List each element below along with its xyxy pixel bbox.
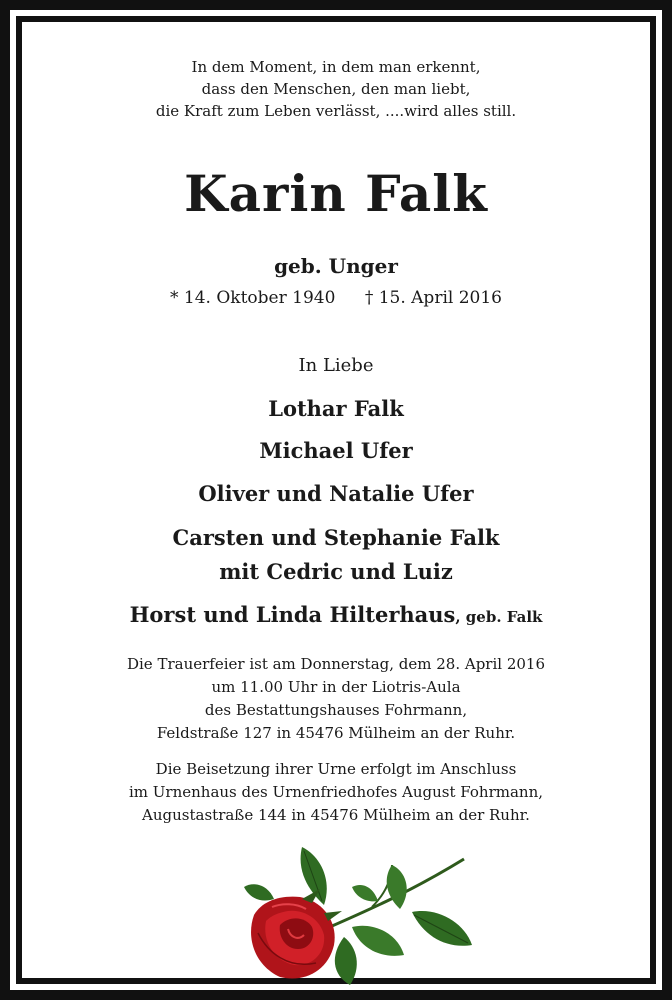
death-date: † 15. April 2016 <box>364 288 502 308</box>
ceremony-line: um 11.00 Uhr in der Liotris-Aula <box>211 678 461 696</box>
maiden-name: geb. Unger <box>274 254 398 278</box>
mourner-name: mit Cedric und Luiz <box>219 559 453 584</box>
mourner-name: Michael Ufer <box>259 438 413 463</box>
birth-date: * 14. Oktober 1940 <box>170 288 336 308</box>
poem-line: In dem Moment, in dem man erkennt, <box>191 58 481 76</box>
deceased-name: Karin Falk <box>184 164 488 223</box>
red-rose-image <box>232 837 472 987</box>
burial-line: im Urnenhaus des Urnenfriedhofes August Fohrmann, <box>128 783 544 801</box>
poem-line: dass den Menschen, den man liebt, <box>201 80 471 98</box>
life-dates <box>22 288 650 308</box>
burial-line: Augustastraße 144 in 45476 Mülheim an der Ruhr. <box>142 806 530 824</box>
mourner-name-suffix: , geb. Falk <box>455 608 543 626</box>
mourner-name: Lothar Falk <box>268 396 404 421</box>
mourners-intro: In Liebe <box>298 355 374 376</box>
obituary-notice <box>22 22 650 978</box>
ceremony-line: des Bestattungshauses Fohrmann, <box>204 701 468 719</box>
ceremony-line: Die Trauerfeier ist am Donnerstag, dem 28. April 2016 <box>126 655 546 673</box>
burial-line: Die Beisetzung ihrer Urne erfolgt im Anschluss <box>155 760 517 778</box>
poem-line: die Kraft zum Leben verlässt, ....wird alles still. <box>155 102 517 120</box>
ceremony-line: Feldstraße 127 in 45476 Mülheim an der Ruhr. <box>156 724 516 742</box>
mourner-name: Carsten und Stephanie Falk <box>172 525 500 550</box>
mourner-name-last <box>22 602 650 627</box>
mourner-name: Oliver und Natalie Ufer <box>198 481 474 506</box>
mourner-name: Horst und Linda Hilterhaus <box>129 602 456 627</box>
